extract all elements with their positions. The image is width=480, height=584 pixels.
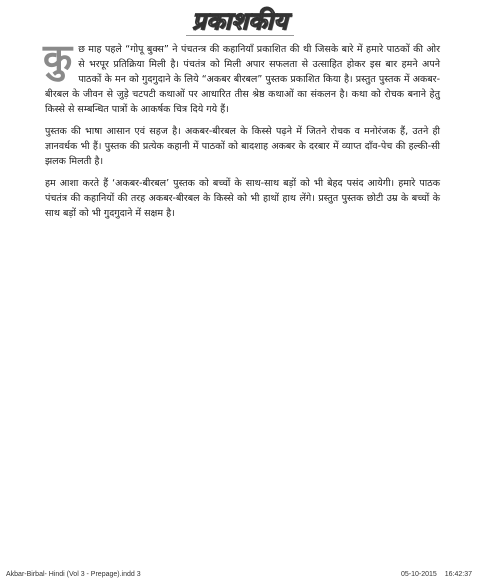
paragraph-2: पुस्तक की भाषा आसान एवं सहज है। अकबर-बीरबल के किस्से पढ़ने में जितने रोचक व मनोरंजक हैं, उतने ही ज्ञानवर्धक भी हैं। पुस्तक की प्रत्येक कहानी में पाठकों को बादशाह अकबर के दरबार में व्याप्त दाँव-पेच की हल्की-सी झलक मिलती है। xyxy=(45,126,440,167)
paragraph-1-text: छ माह पहले “गोपू बुक्स” ने पंचतन्त्र की कहानियाँ प्रकाशित की थी जिसके बारे में हमारे पाठकों की ओर से भरपूर प्रतिक्रिया मिली है। पंचतंत्र को मिली अपार सफलता से उत्साहित होकर इस बार हमने अपने पाठकों के मन को गुदगुदाने के लिये “अकबर बीरबल” पुस्तक प्रकाशित किया है। प्रस्तुत पुस्तक में अकबर-बीरबल के जीवन से जुड़े चटपटी कथाओं पर आधारित तीस श्रेष्ठ कथाओं का संकलन है। कथा को रोचक बनाने हेतु किस्से से सम्बन्धित पात्रों के आकर्षक चित्र दिये गये हैं। xyxy=(45,44,440,115)
page-heading: प्रकाशकीय xyxy=(192,7,288,35)
footer-file-name: Akbar-Birbal- Hindi (Vol 3 - Prepage).indd 3 xyxy=(6,571,141,578)
drop-cap: कु xyxy=(43,36,73,80)
footer-date: 05-10-2015 xyxy=(400,571,437,578)
heading-underline xyxy=(186,35,294,36)
body-text xyxy=(43,36,440,228)
paragraph-3: हम आशा करते हैं ‘अकबर-बीरबल’ पुस्तक को बच्चों के साथ-साथ बड़ों को भी बेहद पसंद आयेगी। हमारे पाठक पंचतंत्र की कहानियों की तरह अकबर-बीरबल के किस्से को भी हाथों हाथ लेंगे। प्रस्तुत पुस्तक छोटी उम्र के बच्चों के साथ बड़ों को भी गुदगुदाने में सक्षम है। xyxy=(45,178,440,219)
footer-time: 16:42:37 xyxy=(444,571,472,578)
footer-timestamp xyxy=(401,571,472,578)
paragraph-1 xyxy=(43,36,440,117)
